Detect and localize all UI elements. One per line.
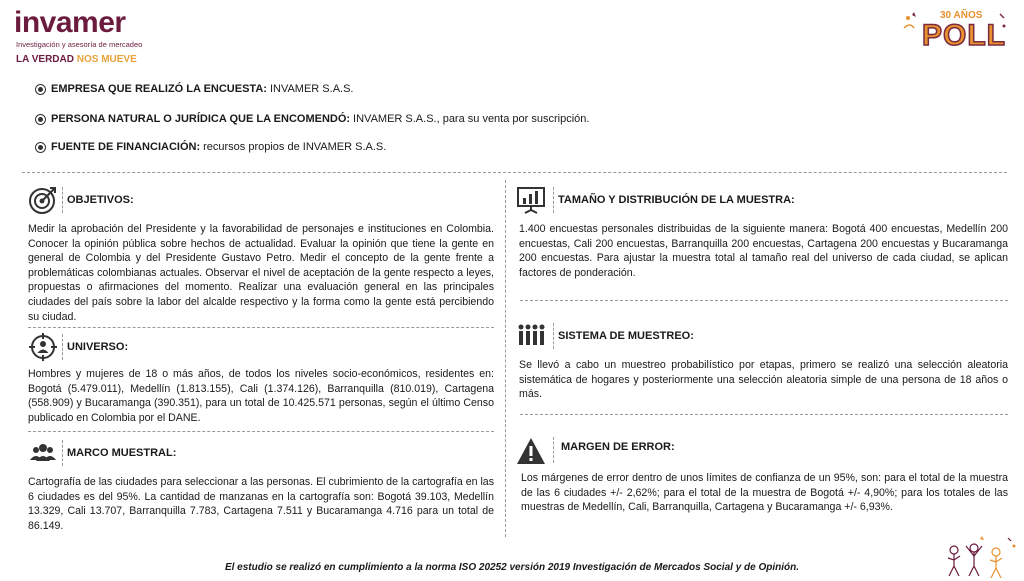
top-divider xyxy=(22,172,1007,173)
bullet-value: recursos propios de INVAMER S.A.S. xyxy=(203,141,387,153)
poll-30-anos-badge xyxy=(900,8,1010,58)
title-separator xyxy=(62,187,63,213)
bullet-label: FUENTE DE FINANCIACIÓN: xyxy=(51,141,201,153)
title-separator xyxy=(553,187,554,213)
celebration-people-icon xyxy=(942,532,1020,580)
column-divider xyxy=(505,180,506,537)
title-separator xyxy=(62,334,63,360)
section-text-universo: Hombres y mujeres de 18 o más años, de todos los niveles socio-económicos, residentes en: Bogotá (5.479.011), Medellín (1.813.155), Cali (1.374.126), Barranquilla (810.019), Cartagena (558.909) y Bucaramanga (390.351), para un total de 10.425.571 personas, según el último Censo publicado en Colombia por el DANE. xyxy=(28,368,494,424)
footer-note: El estudio se realizó en cumplimiento a la norma ISO 20252 versión 2019 Investigación de Mercados Social y de Opinión. xyxy=(224,562,800,573)
presentation-chart-icon xyxy=(516,185,546,215)
divider-right-2 xyxy=(520,414,1008,415)
section-title-marco: MARCO MUESTRAL: xyxy=(67,447,177,459)
section-title-tamano: TAMAÑO Y DISTRIBUCIÓN DE LA MUESTRA: xyxy=(558,194,795,206)
title-separator xyxy=(62,440,63,466)
section-text-marco: Cartografía de las ciudades para seleccionar a las personas. El cubrimiento de la cartografía en las 6 ciudades es del 95%. La cantidad de manzanas en la cartografía son: Bogotá 39.103, Medellín 13.329, Cali 13.707, Barranquilla 7.783, Cartagena 7.511 y Bucaramanga 4.716 para un total de 86.149. xyxy=(28,476,494,532)
bullet-value: INVAMER S.A.S., para su venta por suscripción. xyxy=(353,113,590,125)
section-text-sistema: Se llevó a cabo un muestreo probabilístico por etapas, primero se realizó una selección aleatoria sistemática de hogares y posteriormente una selección aleatoria simple de una persona de 18 años o más. xyxy=(519,359,1008,401)
section-title-universo: UNIVERSO: xyxy=(67,341,129,353)
target-icon xyxy=(28,185,58,215)
brand-tagline xyxy=(16,54,137,65)
title-separator xyxy=(553,437,554,463)
divider-left-2 xyxy=(28,431,494,432)
invamer-logo xyxy=(12,6,162,68)
tagline-part2: NOS MUEVE xyxy=(76,54,137,65)
section-title-objetivos: OBJETIVOS: xyxy=(67,194,134,206)
brand-subtitle: Investigación y asesoría de mercadeo xyxy=(16,40,143,49)
section-title-sistema: SISTEMA DE MUESTREO: xyxy=(558,330,694,342)
bullet-financiacion xyxy=(35,141,386,153)
divider-right-1 xyxy=(520,300,1008,301)
badge-years: 30 AÑOS xyxy=(940,10,983,21)
radio-bullet-icon xyxy=(35,114,46,125)
warning-icon xyxy=(516,436,546,466)
badge-poll: POLL xyxy=(922,19,1006,52)
radio-bullet-icon xyxy=(35,142,46,153)
bullet-label: EMPRESA QUE REALIZÓ LA ENCUESTA: xyxy=(51,83,267,95)
title-separator xyxy=(553,323,554,349)
bullet-empresa xyxy=(35,83,353,95)
section-text-tamano: 1.400 encuestas personales distribuidas de la siguiente manera: Bogotá 400 encuestas, Medellín 200 encuestas, Cali 200 encuestas, Barranquilla 200 encuestas, Cartagena 200 encuestas y Bucaramanga 200 encuestas. Para ajustar la muestra total al tamaño real del universo de cada ciudad, se aplican factores de ponderación. xyxy=(519,223,1008,279)
section-title-margen: MARGEN DE ERROR: xyxy=(561,441,675,453)
section-text-margen: Los márgenes de error dentro de unos límites de confianza de un 95%, son: para el total de la muestra de las 6 ciudades +/- 2,62%; para el total de la muestra de Bogotá +/- 4,90%; para los totales de las muestras de Medellín, Cali, Barranquilla, Cartagena y Bucaramanga +/- 6,93%. xyxy=(521,472,1008,514)
divider-left-1 xyxy=(28,327,494,328)
crosshair-user-icon xyxy=(28,332,58,362)
brand-name: invamer xyxy=(14,6,126,39)
bullet-value: INVAMER S.A.S. xyxy=(269,83,354,95)
group-users-icon xyxy=(28,438,58,468)
section-text-objetivos: Medir la aprobación del Presidente y la favorabilidad de personajes e instituciones en Colombia. Conocer la opinión pública sobre hechos de actualidad. Evaluar la opinión que tiene la gente en general de Colombia y del Presidente Gustavo Petro. Medir el concepto de la gente frente a problemáticas colombianas actuales. Observar el nivel de aceptación de la gente respecto a leyes, propuestas o afirmaciones del momento. Realizar una evaluación general en las principales ciudades del país sobre la labor del alcalde respectivo y la forma como la gente está percibiendo su ciudad. xyxy=(28,223,494,323)
bullet-label: PERSONA NATURAL O JURÍDICA QUE LA ENCOMENDÓ: xyxy=(51,113,351,125)
bullet-encomendo xyxy=(35,113,589,125)
people-row-icon xyxy=(516,321,546,351)
tagline-part1: LA VERDAD xyxy=(16,54,74,65)
radio-bullet-icon xyxy=(35,84,46,95)
